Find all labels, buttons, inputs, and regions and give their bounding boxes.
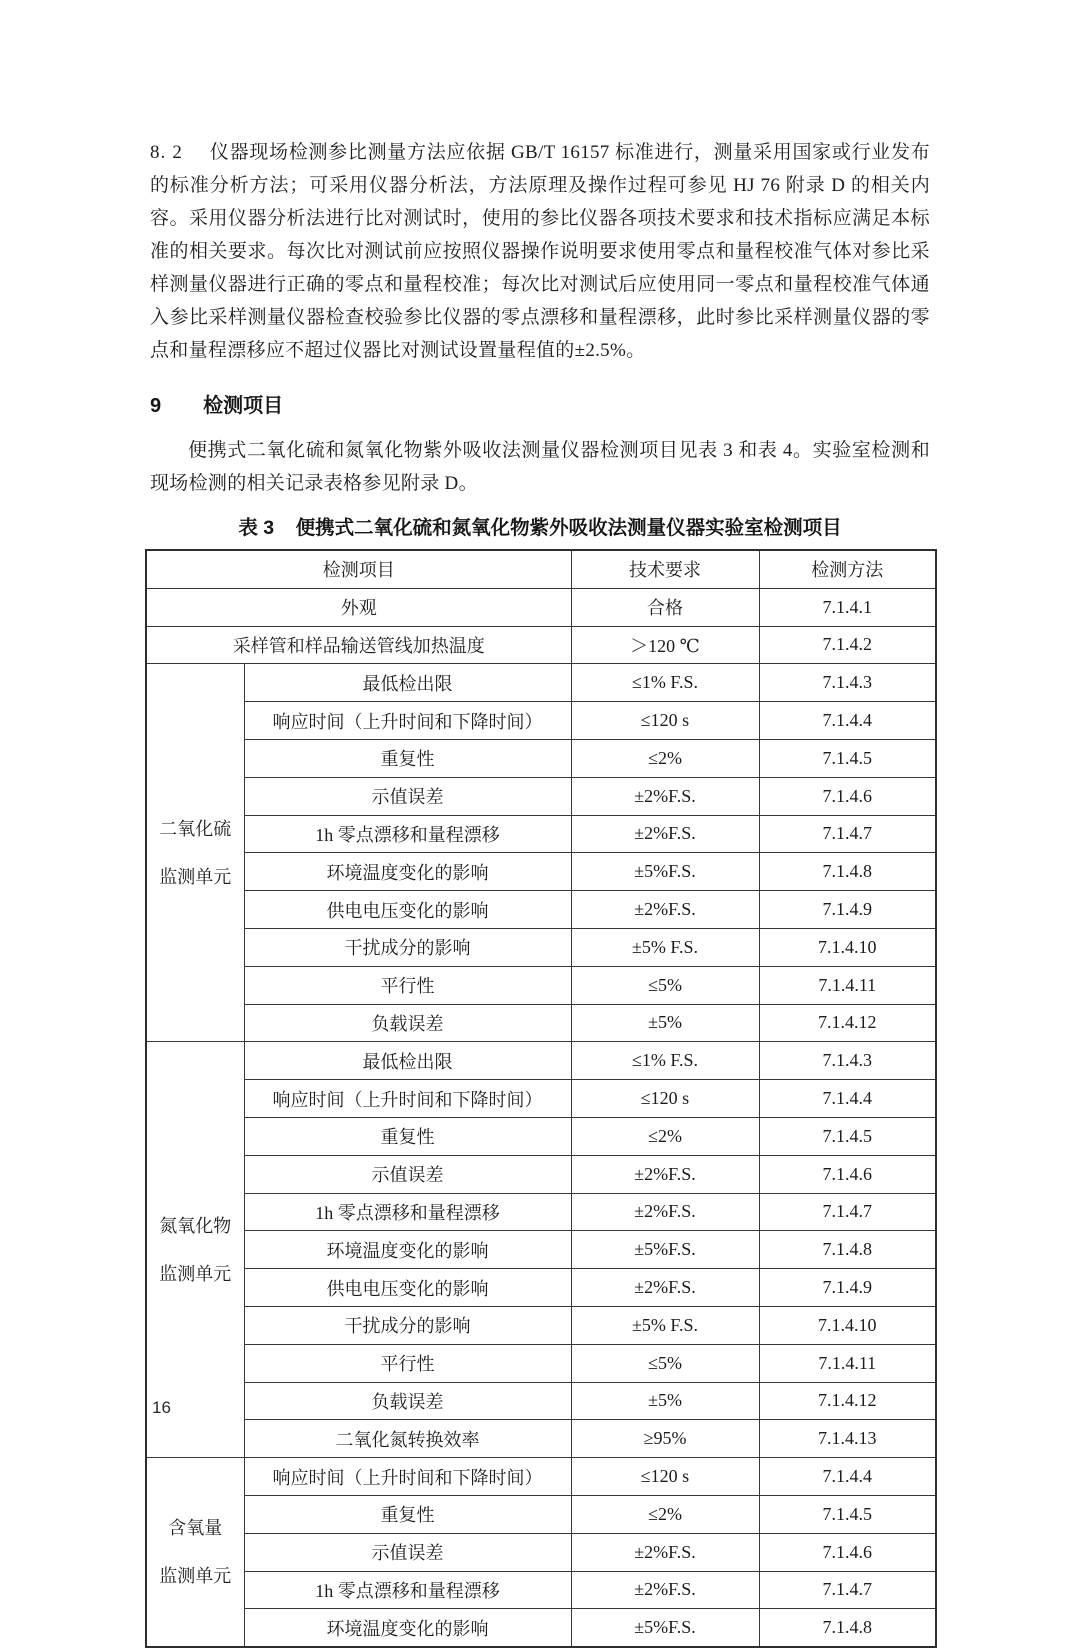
cell-requirement: ≥95% xyxy=(571,1420,759,1458)
cell-item: 干扰成分的影响 xyxy=(244,928,571,966)
cell-requirement: ±2%F.S. xyxy=(571,815,759,853)
cell-method: 7.1.4.4 xyxy=(759,1080,936,1118)
cell-method: 7.1.4.1 xyxy=(759,588,936,626)
table-row xyxy=(146,1609,936,1647)
table-row xyxy=(146,702,936,740)
cell-requirement: ±5%F.S. xyxy=(571,853,759,891)
section-9-paragraph: 便携式二氧化硫和氮氧化物紫外吸收法测量仪器检测项目见表 3 和表 4。实验室检测和现场检测的相关记录表格参见附录 D。 xyxy=(150,440,930,494)
cell-method: 7.1.4.6 xyxy=(759,1155,936,1193)
cell-method: 7.1.4.4 xyxy=(759,1458,936,1496)
table-row xyxy=(146,1193,936,1231)
table-row xyxy=(146,1495,936,1533)
group-label-line: 监测单元 xyxy=(159,1263,232,1284)
section-9-title: 检测项目 xyxy=(203,395,284,417)
cell-method: 7.1.4.8 xyxy=(759,1231,936,1269)
group-label-line: 监测单元 xyxy=(159,866,232,887)
table-row xyxy=(146,1080,936,1118)
clause-8-2-text: 仪器现场检测参比测量方法应依据 GB/T 16157 标准进行，测量采用国家或行业发布的标准分析方法；可采用仪器分析法，方法原理及操作过程可参见 HJ 76 附录 D 的相关内容。采用仪器分析法进行比对测试时，使用的参比仪器各项技术要求和技术指标应满足本标准的相关要求。每次比对测试前应按照仪器操作说明要求使用零点和量程校准气体对参比采样测量仪器进行正确的零点和量程校准；每次比对测试后应使用同一零点和量程校准气体通入参比采样测量仪器检查校验参比仪器的零点漂移和量程漂移，此时参比采样测量仪器的零点和量程漂移应不超过仪器比对测试设置量程值的±2.5%。 xyxy=(150,142,931,361)
cell-method: 7.1.4.12 xyxy=(759,1004,936,1042)
cell-method: 7.1.4.5 xyxy=(759,1117,936,1155)
table-row xyxy=(146,853,936,891)
table3-caption xyxy=(150,512,930,540)
table-row xyxy=(146,928,936,966)
table-row xyxy=(146,1571,936,1609)
table-row xyxy=(146,1458,936,1496)
cell-item: 响应时间（上升时间和下降时间） xyxy=(244,702,571,740)
cell-requirement: ±2%F.S. xyxy=(571,1533,759,1571)
cell-item: 平行性 xyxy=(244,1344,571,1382)
cell-method: 7.1.4.3 xyxy=(759,1042,936,1080)
section-9-heading xyxy=(150,389,930,418)
cell-method: 7.1.4.11 xyxy=(759,966,936,1004)
cell-method: 7.1.4.10 xyxy=(759,928,936,966)
table-row xyxy=(146,1420,936,1458)
cell-group-label xyxy=(146,1042,244,1458)
cell-requirement: ≤120 s xyxy=(571,702,759,740)
table3-caption-label: 表 3 xyxy=(238,517,275,539)
section-9-number: 9 xyxy=(150,395,162,417)
cell-item: 负载误差 xyxy=(244,1382,571,1420)
cell-item: 响应时间（上升时间和下降时间） xyxy=(244,1458,571,1496)
cell-requirement: ±2%F.S. xyxy=(571,1193,759,1231)
cell-requirement: ±2%F.S. xyxy=(571,1155,759,1193)
table-row xyxy=(146,588,936,626)
cell-requirement: ≤1% F.S. xyxy=(571,664,759,702)
cell-method: 7.1.4.11 xyxy=(759,1344,936,1382)
cell-item: 重复性 xyxy=(244,739,571,777)
header-cell-method: 检测方法 xyxy=(759,550,936,588)
cell-method: 7.1.4.6 xyxy=(759,1533,936,1571)
cell-requirement: ±2%F.S. xyxy=(571,1269,759,1307)
cell-item: 1h 零点漂移和量程漂移 xyxy=(244,815,571,853)
cell-method: 7.1.4.9 xyxy=(759,891,936,929)
table-row xyxy=(146,1382,936,1420)
table-row xyxy=(146,1155,936,1193)
cell-item: 1h 零点漂移和量程漂移 xyxy=(244,1193,571,1231)
header-cell-requirement: 技术要求 xyxy=(571,550,759,588)
cell-requirement: ±2%F.S. xyxy=(571,1571,759,1609)
cell-item: 环境温度变化的影响 xyxy=(244,1231,571,1269)
table-row xyxy=(146,739,936,777)
group-label-line: 含氧量 xyxy=(168,1518,223,1539)
table-row xyxy=(146,815,936,853)
cell-item: 最低检出限 xyxy=(244,1042,571,1080)
cell-method: 7.1.4.5 xyxy=(759,1495,936,1533)
cell-item: 平行性 xyxy=(244,966,571,1004)
table-row xyxy=(146,626,936,664)
cell-group-label xyxy=(146,664,244,1042)
cell-requirement: ±5% F.S. xyxy=(571,1306,759,1344)
cell-requirement: ≤5% xyxy=(571,1344,759,1382)
page-number: 16 xyxy=(152,1398,171,1417)
group-label-line: 氮氧化物 xyxy=(159,1215,232,1236)
cell-requirement: ≤1% F.S. xyxy=(571,1042,759,1080)
cell-method: 7.1.4.4 xyxy=(759,702,936,740)
cell-requirement: ±5% xyxy=(571,1382,759,1420)
cell-requirement: ±5%F.S. xyxy=(571,1231,759,1269)
table-row xyxy=(146,1269,936,1307)
cell-requirement: ≤120 s xyxy=(571,1080,759,1118)
table-row xyxy=(146,664,936,702)
cell-item: 二氧化氮转换效率 xyxy=(244,1420,571,1458)
clause-8-2-paragraph xyxy=(150,136,930,367)
table-row xyxy=(146,1344,936,1382)
cell-method: 7.1.4.3 xyxy=(759,664,936,702)
cell-requirement: ±5% F.S. xyxy=(571,928,759,966)
cell-method: 7.1.4.8 xyxy=(759,853,936,891)
cell-item: 采样管和样品输送管线加热温度 xyxy=(146,626,571,664)
cell-method: 7.1.4.2 xyxy=(759,626,936,664)
cell-requirement: ±2%F.S. xyxy=(571,777,759,815)
cell-method: 7.1.4.7 xyxy=(759,1571,936,1609)
table3 xyxy=(145,549,937,1648)
cell-method: 7.1.4.8 xyxy=(759,1609,936,1647)
table-row xyxy=(146,966,936,1004)
table3-body xyxy=(146,550,936,1647)
cell-method: 7.1.4.12 xyxy=(759,1382,936,1420)
group-label-line: 二氧化硫 xyxy=(159,818,232,839)
cell-method: 7.1.4.10 xyxy=(759,1306,936,1344)
table-row xyxy=(146,1004,936,1042)
cell-item: 示值误差 xyxy=(244,1155,571,1193)
cell-item: 供电电压变化的影响 xyxy=(244,891,571,929)
cell-item: 最低检出限 xyxy=(244,664,571,702)
cell-item: 干扰成分的影响 xyxy=(244,1306,571,1344)
cell-requirement: ≤5% xyxy=(571,966,759,1004)
cell-item: 重复性 xyxy=(244,1495,571,1533)
cell-method: 7.1.4.9 xyxy=(759,1269,936,1307)
cell-method: 7.1.4.13 xyxy=(759,1420,936,1458)
cell-method: 7.1.4.7 xyxy=(759,815,936,853)
cell-method: 7.1.4.7 xyxy=(759,1193,936,1231)
table-row xyxy=(146,1042,936,1080)
cell-requirement: ≤2% xyxy=(571,1495,759,1533)
cell-requirement: ±5% xyxy=(571,1004,759,1042)
table3-header-row xyxy=(146,550,936,588)
cell-item: 负载误差 xyxy=(244,1004,571,1042)
cell-requirement: ±2%F.S. xyxy=(571,891,759,929)
table-row xyxy=(146,1117,936,1155)
table-row xyxy=(146,891,936,929)
table-row xyxy=(146,1533,936,1571)
table-row xyxy=(146,777,936,815)
cell-requirement: ±5%F.S. xyxy=(571,1609,759,1647)
clause-8-2-number: 8. 2 xyxy=(150,142,183,163)
cell-requirement: ≤120 s xyxy=(571,1458,759,1496)
cell-requirement: ≤2% xyxy=(571,739,759,777)
cell-requirement: ≤2% xyxy=(571,1117,759,1155)
cell-item: 示值误差 xyxy=(244,1533,571,1571)
cell-item: 供电电压变化的影响 xyxy=(244,1269,571,1307)
cell-item: 环境温度变化的影响 xyxy=(244,853,571,891)
cell-group-label xyxy=(146,1458,244,1647)
group-label-line: 监测单元 xyxy=(159,1566,232,1587)
cell-item: 响应时间（上升时间和下降时间） xyxy=(244,1080,571,1118)
header-cell-item: 检测项目 xyxy=(146,550,571,588)
table3-caption-text: 便携式二氧化硫和氮氧化物紫外吸收法测量仪器实验室检测项目 xyxy=(295,517,842,539)
cell-item: 外观 xyxy=(146,588,571,626)
cell-item: 1h 零点漂移和量程漂移 xyxy=(244,1571,571,1609)
cell-item: 环境温度变化的影响 xyxy=(244,1609,571,1647)
table-row xyxy=(146,1231,936,1269)
cell-item: 示值误差 xyxy=(244,777,571,815)
table-row xyxy=(146,1306,936,1344)
cell-method: 7.1.4.6 xyxy=(759,777,936,815)
cell-method: 7.1.4.5 xyxy=(759,739,936,777)
cell-requirement: 合格 xyxy=(571,588,759,626)
cell-requirement: ＞120 ℃ xyxy=(571,626,759,664)
cell-item: 重复性 xyxy=(244,1117,571,1155)
